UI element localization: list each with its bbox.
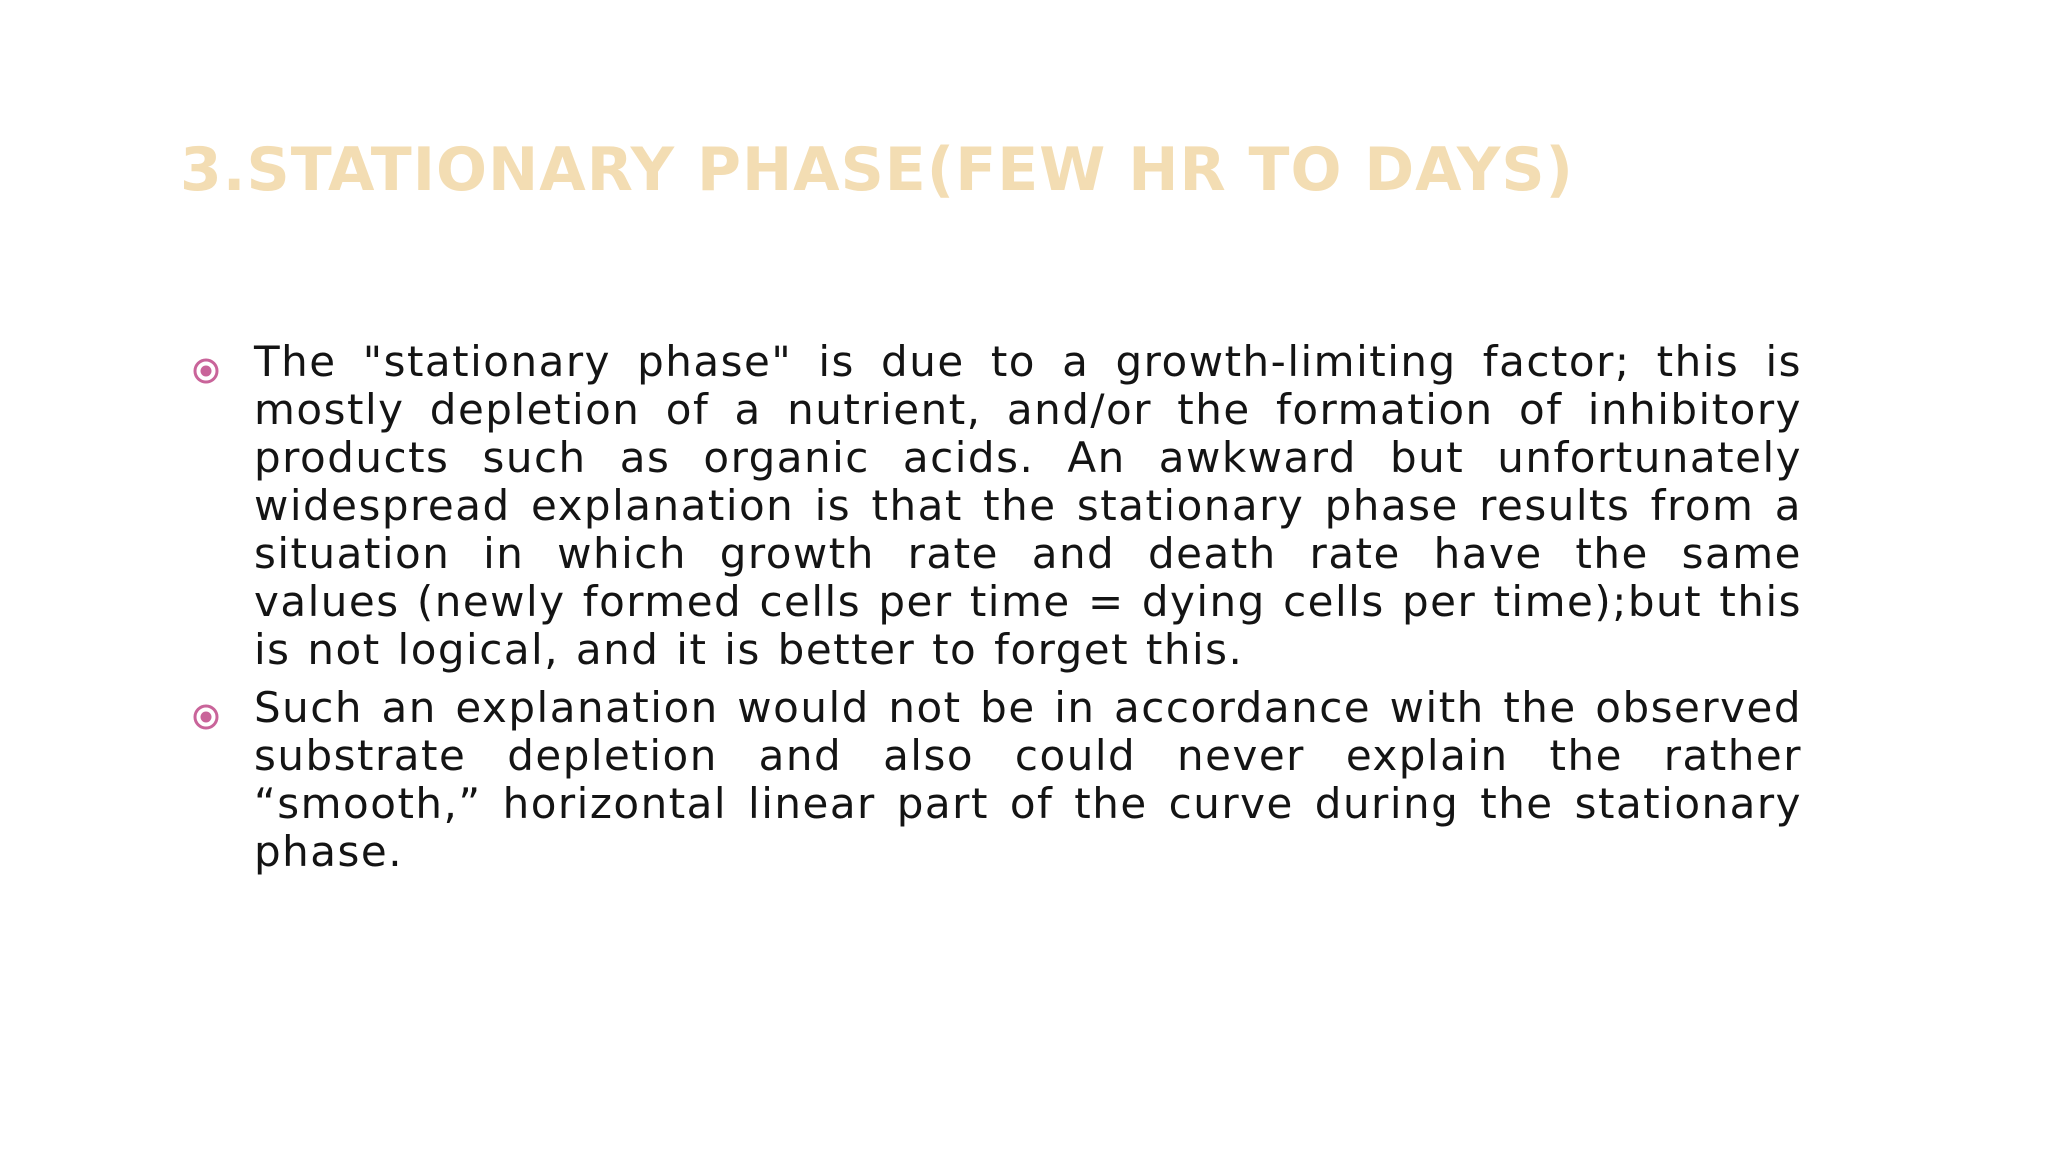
bullet-item: [190, 684, 1802, 876]
bullet-item: [190, 338, 1802, 674]
bullet-text: Such an explanation would not be in accordance with the observed substrate depletion and also could never explain the rather “smooth,” horizontal linear part of the curve during the stationary phase.: [254, 683, 1802, 876]
circle-dot-bullet-icon: [192, 703, 220, 731]
bullet-list: [190, 338, 1802, 886]
bullet-text: The "stationary phase" is due to a growth-limiting factor; this is mostly depletion of a nutrient, and/or the formation of inhibitory products such as organic acids. An awkward but unfortunately widespread explanation is that the stationary phase results from a situation in which growth rate and death rate have the same values (newly formed cells per time = dying cells per time);but this is not logical, and it is better to forget this.: [254, 337, 1802, 674]
slide-title: 3.STATIONARY PHASE(FEW HR TO DAYS): [180, 135, 1574, 205]
circle-dot-bullet-icon: [192, 357, 220, 385]
